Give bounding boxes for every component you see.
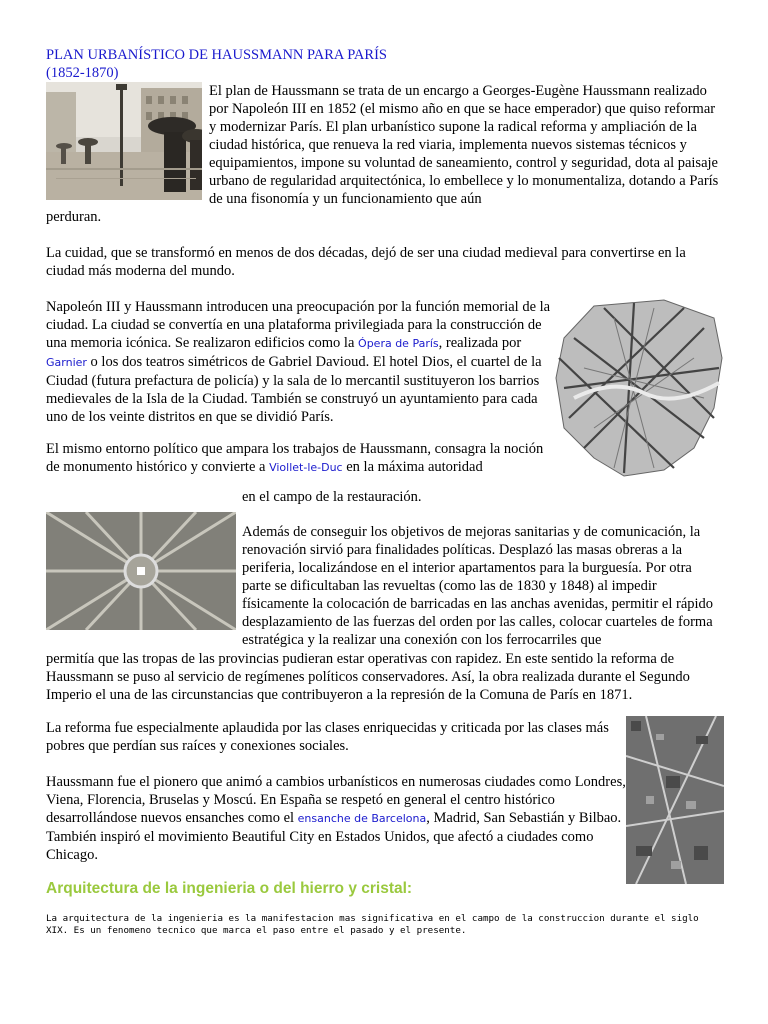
section-heading: Arquitectura de la ingenieria o del hierro y cristal: bbox=[46, 880, 413, 897]
intro-paragraph-end: perduran. bbox=[46, 209, 102, 225]
political-paragraph-cont: permitía que las tropas de las provincias pudieran estar operativas con rapidez. En este sentido la reforma de Haussmann se puso al servicio de regímenes políticos conservadores. Así, la obra realizada durante el Segundo Imperio el una de las circunstancias que contribuyeron a la represión de la Comuna de París en 1871. bbox=[46, 651, 690, 703]
title-text: PLAN URBANÍSTICO DE HAUSSMANN PARA PARÍS bbox=[46, 47, 387, 63]
opera-link[interactable]: Ópera de París bbox=[358, 337, 439, 350]
memorial-function-paragraph: Napoleón III y Haussmann introducen una preocupación por la función memorial de la ciudad. La ciudad se convertía en una plataforma privilegiada para la construcción de una memoria icónica. Se realizaron edificios como la Ópera de París, realizada por Garnier o los dos teatros simétricos de Gabriel Davioud. El hotel Dios, el cuartel de la Ciudad (futura prefactura de policía) y la sala de lo mercantil sustituyeron los barrios medievales de la Isla de la Ciudad. También se construyó un ayuntamiento para cada uno de los veinte distritos en que se dividió París. bbox=[46, 299, 551, 425]
monument-paragraph: El mismo entorno político que ampara los trabajos de Haussmann, consagra la noción de monumento histórico y convierte a Viollet-le-Duc en la máxima autoridad bbox=[46, 441, 544, 475]
viollet-le-duc-link[interactable]: Viollet-le-Duc bbox=[269, 461, 343, 474]
transformation-paragraph: La cuidad, que se transformó en menos de dos décadas, dejó de ser una ciudad medieval para convertirse en la ciudad más moderna del mundo. bbox=[46, 245, 686, 279]
monument-paragraph-end: en el campo de la restauración. bbox=[242, 489, 422, 505]
ensanche-barcelona-link[interactable]: ensanche de Barcelona bbox=[297, 812, 427, 825]
aerial-paris-image bbox=[626, 716, 724, 884]
political-paragraph: Además de conseguir los objetivos de mejoras sanitarias y de comunicación, la renovación sirvió para finalidades políticas. Desplazó las masas obreras a la periferia, localizándose en el interior apartamentos para la burguesía. Por otra parte se dificultaban las revueltas (como las de 1830 y 1848) al impedir físicamente la colocación de barricadas en las anchas avenidas, permitir el rápido desplazamiento de las fuerzas del orden por las calles, colocar cuarteles de forma estratégica y la realizar una conexión con los ferrocarriles que bbox=[242, 524, 714, 648]
influence-paragraph: Haussmann fue el pionero que animó a cambios urbanísticos en numerosas ciudades como Londres, Viena, Florencia, Bruselas y Moscú. En España se respetó en general el centro histórico desarrollándose nuevos ensanches como el ensanche de Barcelona, Madrid, San Sebastián y Bilbao. También inspiró el movimiento Beautiful City en Estados Unidos, que afectó a ciudades como Chicago. bbox=[46, 774, 626, 863]
paris-map-image bbox=[554, 298, 724, 478]
page-title bbox=[46, 46, 387, 82]
title-dates: (1852-1870) bbox=[46, 65, 119, 81]
painting-street-scene-image bbox=[46, 82, 202, 200]
intro-paragraph: El plan de Haussmann se trata de un encargo a Georges-Eugène Haussmann realizado por Napoleón III en 1852 (el mismo año en que se hace emperador) que quiso reformar y modernizar París. El plan urbanístico supone la radical reforma y ampliación de la ciudad histórica, que renueva la red viaria, implementa nuevos sistemas técnicos y equipamientos, impone su voluntad de saneamiento, control y seguridad, dota al paisaje urbano de regularidad arquitectónica, lo embellece y lo monumentaliza, dotando a París de una fisonomía y un funcionamiento que aún bbox=[209, 83, 719, 207]
garnier-link[interactable]: Garnier bbox=[46, 356, 87, 369]
aerial-etoile-image bbox=[46, 512, 236, 630]
reception-paragraph: La reforma fue especialmente aplaudida por las clases enriquecidas y criticada por las clases más pobres que perdían sus raíces y conexiones sociales. bbox=[46, 720, 609, 754]
section-text: La arquitectura de la ingenieria es la manifestacion mas significativa en el campo de la construccion durante el siglo XIX. Es un fenomeno tecnico que marca el paso entre el pasado y el presente. bbox=[46, 913, 699, 936]
